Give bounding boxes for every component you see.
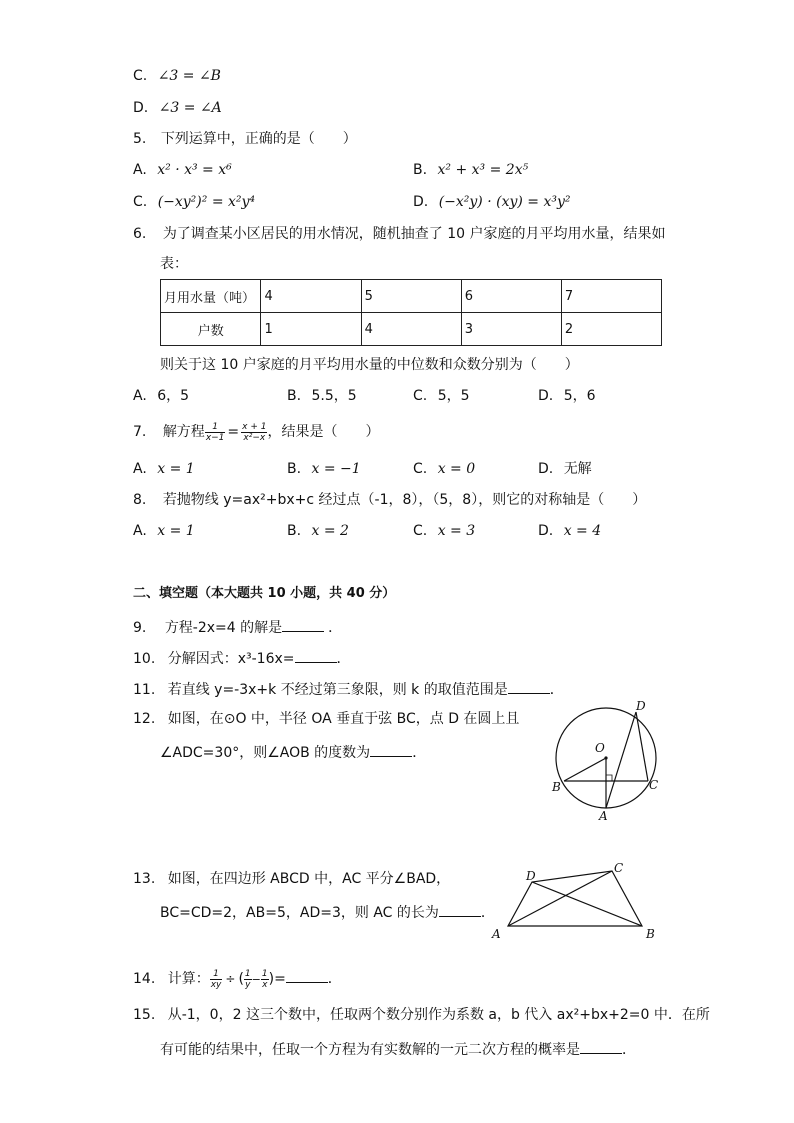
numerator: 1: [261, 968, 268, 979]
option-text: (−x²y) · (xy) = x³y²: [438, 194, 571, 210]
table-cell: 4: [261, 280, 361, 313]
label-a: A: [492, 927, 501, 941]
q6-stem: [133, 225, 666, 243]
table-row: [161, 313, 662, 346]
q6-option-d: [538, 387, 596, 405]
option-text: 5，6: [563, 388, 596, 404]
minus-sign: −: [251, 973, 261, 986]
q15-stem: [133, 1006, 710, 1024]
question-text: 如图，在四边形 ABCD 中，AC 平分∠BAD，: [167, 871, 451, 887]
q11-stem: [133, 679, 564, 699]
question-number: 6.: [133, 226, 147, 242]
numerator: 1: [205, 422, 226, 433]
option-label: B.: [287, 523, 302, 539]
table-cell: 3: [461, 313, 561, 346]
q15-stem-cont: [160, 1039, 636, 1059]
q6-stem-cont: 表：: [160, 256, 188, 272]
answer-blank[interactable]: [580, 1039, 622, 1054]
answer-blank[interactable]: [295, 648, 337, 663]
question-end: ．: [328, 620, 343, 636]
q7-option-c: [413, 460, 475, 478]
question-text: 若直线 y=-3x+k 不经过第三象限，则 k 的取值范围是: [167, 682, 508, 698]
question-number: 5.: [133, 131, 147, 147]
question-number: 9.: [133, 620, 147, 636]
option-text: x² · x³ = x⁶: [157, 162, 232, 178]
question-end: ．: [412, 745, 427, 761]
denominator: x−1: [205, 432, 225, 443]
option-text: ∠3 = ∠A: [158, 100, 222, 116]
label-c: C: [649, 778, 659, 792]
option-label: D.: [133, 100, 149, 116]
denominator: xy: [210, 979, 222, 990]
option-label: D.: [538, 388, 554, 404]
q12-stem-cont: [160, 742, 426, 762]
q6-option-b: [287, 387, 357, 405]
equals-sign: =: [227, 424, 240, 440]
question-text-pre: 计算：: [167, 971, 210, 987]
option-label: A.: [133, 461, 147, 477]
numerator: 1: [210, 969, 223, 980]
q13-stem-cont: [160, 902, 495, 922]
option-text: x = 0: [437, 461, 476, 477]
q8-option-d: [538, 522, 601, 540]
option-label: D.: [413, 194, 429, 210]
q9-stem: [133, 617, 342, 637]
segment-da: [606, 712, 636, 808]
table-cell: 1: [261, 313, 361, 346]
table-cell: 2: [561, 313, 661, 346]
q8-option-b: [287, 522, 349, 540]
label-b: B: [552, 780, 561, 794]
option-label: C.: [413, 523, 428, 539]
quadrilateral-figure: [488, 858, 668, 944]
option-label: C.: [413, 388, 428, 404]
answer-blank[interactable]: [370, 742, 412, 757]
question-number: 7.: [133, 424, 147, 440]
label-o: O: [595, 741, 605, 755]
option-text: 无解: [563, 461, 592, 477]
question-text-pre: 解方程: [162, 424, 205, 440]
option-text: x = 4: [563, 523, 602, 539]
option-label: A.: [133, 388, 147, 404]
segment-ob: [564, 758, 606, 781]
q5-option-a: [133, 161, 232, 179]
q7-option-d: [538, 460, 592, 478]
right-paren: ): [268, 971, 275, 987]
table-cell: 6: [461, 280, 561, 313]
denominator: x: [262, 979, 268, 990]
q6-option-c: [413, 387, 470, 405]
q6-question: 则关于这 10 户家庭的月平均用水量的中位数和众数分别为（ ）: [160, 357, 579, 373]
question-text: 如图，在⊙O 中，半径 OA 垂直于弦 BC，点 D 在圆上且: [167, 711, 520, 727]
label-d: D: [636, 699, 646, 713]
fraction: [210, 969, 223, 990]
q13-stem: [133, 870, 450, 888]
label-a: A: [599, 809, 608, 823]
table-header-cell: 户数: [161, 313, 261, 346]
option-label: D.: [538, 461, 554, 477]
question-text: 下列运算中，正确的是（ ）: [160, 131, 357, 147]
q5-option-d: [413, 193, 571, 211]
question-text: 有可能的结果中，任取一个方程为有实数解的一元二次方程的概率是: [160, 1042, 580, 1058]
table-cell: 7: [561, 280, 661, 313]
question-number: 15.: [133, 1007, 156, 1023]
question-text: 分解因式：x³-16x=: [167, 651, 295, 667]
question-text: 方程-2x=4 的解是: [164, 620, 283, 636]
table-row: [161, 280, 662, 313]
answer-blank[interactable]: [508, 679, 550, 694]
option-text: x = −1: [311, 461, 361, 477]
fraction: [244, 969, 252, 990]
segment-dc: [636, 712, 648, 781]
option-label: B.: [287, 388, 302, 404]
question-text-post: ，结果是（ ）: [267, 424, 380, 440]
option-label: A.: [133, 523, 147, 539]
question-end: ．: [549, 682, 564, 698]
option-text: 5，5: [437, 388, 470, 404]
option-text: x² + x³ = 2x⁵: [437, 162, 529, 178]
water-usage-table: [160, 279, 662, 346]
table-header-cell: 月用水量（吨）: [161, 280, 261, 313]
option-label: C.: [133, 68, 148, 84]
answer-blank[interactable]: [439, 902, 481, 917]
q7-option-a: [133, 460, 195, 478]
left-paren: (: [238, 971, 244, 987]
q8-stem: [133, 491, 646, 509]
fraction: [261, 969, 269, 990]
question-number: 10.: [133, 651, 156, 667]
label-d: D: [526, 869, 536, 883]
q5-option-c: [133, 193, 255, 211]
option-text: 5.5，5: [311, 388, 357, 404]
q8-option-a: [133, 522, 195, 540]
q5-stem: [133, 130, 357, 148]
question-text: 从-1，0，2 这三个数中，任取两个数分别作为系数 a，b 代入 ax²+bx+2=0 中．在所: [167, 1007, 710, 1023]
option-text: (−xy²)² = x²y⁴: [157, 194, 256, 210]
option-text: x = 1: [157, 523, 195, 539]
option-text: x = 3: [437, 523, 476, 539]
question-text: ∠ADC=30°，则∠AOB 的度数为: [160, 745, 371, 761]
answer-blank[interactable]: [282, 617, 324, 632]
question-text: 若抛物线 y=ax²+bx+c 经过点（-1，8），（5，8），则它的对称轴是（ ）: [162, 492, 647, 508]
q12-stem: [133, 710, 519, 728]
divide-sign: ÷: [225, 972, 236, 986]
q6-option-a: [133, 387, 189, 405]
option-text: x = 2: [311, 523, 349, 539]
option-label: B.: [287, 461, 302, 477]
question-number: 14.: [133, 971, 156, 987]
option-text: ∠3 = ∠B: [157, 68, 221, 84]
option-text: 6，5: [157, 388, 190, 404]
label-b: B: [646, 927, 655, 941]
denominator: y: [245, 979, 251, 990]
option-label: D.: [538, 523, 554, 539]
answer-blank[interactable]: [286, 968, 328, 983]
question-text: 为了调查某小区居民的用水情况，随机抽查了 10 户家庭的月平均用水量，结果如: [162, 226, 666, 242]
question-number: 12.: [133, 711, 156, 727]
center-point: [604, 756, 607, 759]
fraction: [205, 422, 226, 443]
question-number: 13.: [133, 871, 156, 887]
q4-option-d: [133, 99, 222, 117]
fraction: [241, 422, 267, 443]
table-cell: 4: [361, 313, 461, 346]
question-end: ．: [622, 1042, 636, 1058]
q7-stem: [133, 421, 379, 443]
question-text: BC=CD=2，AB=5，AD=3，则 AC 的长为: [160, 905, 439, 921]
option-text: x = 1: [157, 461, 195, 477]
q14-stem: [133, 968, 342, 991]
option-label: A.: [133, 162, 147, 178]
q7-option-b: [287, 460, 361, 478]
table-cell: 5: [361, 280, 461, 313]
q5-option-b: [413, 161, 528, 179]
option-label: C.: [133, 194, 148, 210]
option-label: B.: [413, 162, 428, 178]
q8-option-c: [413, 522, 475, 540]
question-end: ．: [480, 905, 495, 921]
q4-option-c: [133, 67, 221, 85]
q10-stem: [133, 648, 351, 668]
question-end: ．: [327, 971, 342, 987]
circle-figure: [548, 696, 668, 824]
numerator: 1: [244, 968, 251, 979]
question-end: ．: [336, 651, 351, 667]
numerator: x + 1: [242, 421, 267, 432]
section-title: 二、填空题（本大题共 10 小题，共 40 分）: [133, 586, 396, 601]
right-angle-mark: [606, 775, 612, 781]
label-c: C: [614, 861, 624, 875]
question-number: 11.: [133, 682, 156, 698]
denominator: x²−x: [243, 432, 266, 443]
option-label: C.: [413, 461, 428, 477]
equals-sign: =: [274, 971, 286, 987]
question-number: 8.: [133, 492, 147, 508]
